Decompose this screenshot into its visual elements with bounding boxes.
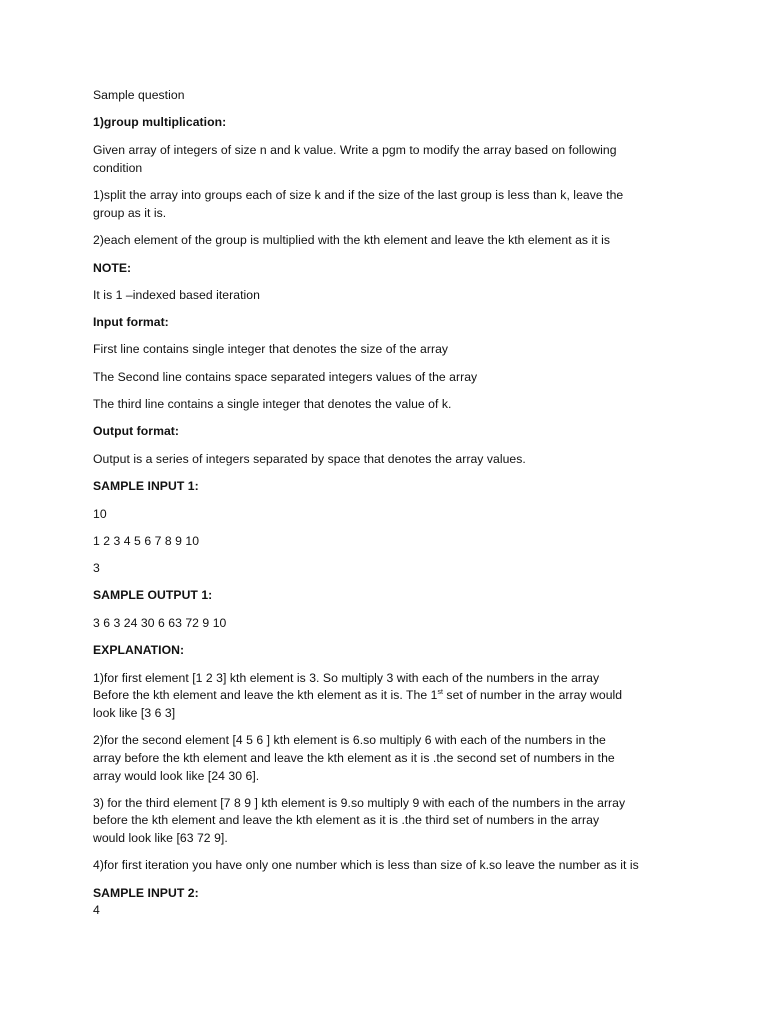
explanation-3-line-3: would look like [63 72 9]. (93, 831, 228, 845)
condition-1-line-2: group as it is. (93, 206, 167, 220)
explanation-1-line-1: 1)for first element [1 2 3] kth element is 3. So multiply 3 with each of the numbers in the array (93, 671, 600, 685)
explanation-3-line-1: 3) for the third element [7 8 9 ] kth element is 9.so multiply 9 with each of the numbers in the array (93, 796, 626, 810)
explanation-4: 4)for first iteration you have only one number which is less than size of k.so leave the number as it is (93, 858, 639, 872)
sample-output-1-heading: SAMPLE OUTPUT 1: (93, 588, 213, 602)
condition-1-line-1: 1)split the array into groups each of size k and if the size of the last group is less than k, leave the (93, 188, 624, 202)
explanation-heading: EXPLANATION: (93, 643, 185, 657)
explanation-2-line-2: array before the kth element and leave the kth element as it is .the second set of numbers in the (93, 751, 615, 765)
output-format-text: Output is a series of integers separated by space that denotes the array values. (93, 452, 526, 466)
sample-output-1: 3 6 3 24 30 6 63 72 9 10 (93, 616, 227, 630)
sample-input-1-line: 3 (93, 561, 100, 575)
explanation-1-line-3: look like [3 6 3] (93, 706, 176, 720)
explanation-1-line-2-end: set of number in the array would (442, 688, 623, 702)
note-heading: NOTE: (93, 261, 132, 275)
intro-line-1: Given array of integers of size n and k value. Write a pgm to modify the array based on following (93, 143, 617, 157)
explanation-1-line-2 (93, 687, 622, 704)
input-format-line: The Second line contains space separated integers values of the array (93, 370, 478, 384)
sample-input-2-line: 4 (93, 903, 100, 917)
input-format-heading: Input format: (93, 315, 169, 329)
explanation-1-line-2-start: Before the kth element and leave the kth element as it is. The 1 (93, 688, 438, 702)
condition-2: 2)each element of the group is multiplied with the kth element and leave the kth element as it is (93, 233, 611, 247)
explanation-3-line-2: before the kth element and leave the kth element as it is .the third set of numbers in the array (93, 813, 600, 827)
explanation-2-line-1: 2)for the second element [4 5 6 ] kth element is 6.so multiply 6 with each of the numbers in the (93, 733, 606, 747)
sample-input-1-line: 10 (93, 507, 107, 521)
input-format-line: First line contains single integer that denotes the size of the array (93, 342, 449, 356)
sample-input-2-heading: SAMPLE INPUT 2: (93, 886, 199, 900)
ordinal-superscript: st (437, 689, 443, 696)
sample-input-1-line: 1 2 3 4 5 6 7 8 9 10 (93, 534, 200, 548)
explanation-2-line-3: array would look like [24 30 6]. (93, 769, 260, 783)
input-format-line: The third line contains a single integer that denotes the value of k. (93, 397, 452, 411)
note-text: It is 1 –indexed based iteration (93, 288, 260, 302)
intro-line-2: condition (93, 161, 143, 175)
problem-heading: 1)group multiplication: (93, 115, 227, 129)
sample-input-1-heading: SAMPLE INPUT 1: (93, 479, 199, 493)
output-format-heading: Output format: (93, 424, 179, 438)
document-title: Sample question (93, 88, 185, 102)
